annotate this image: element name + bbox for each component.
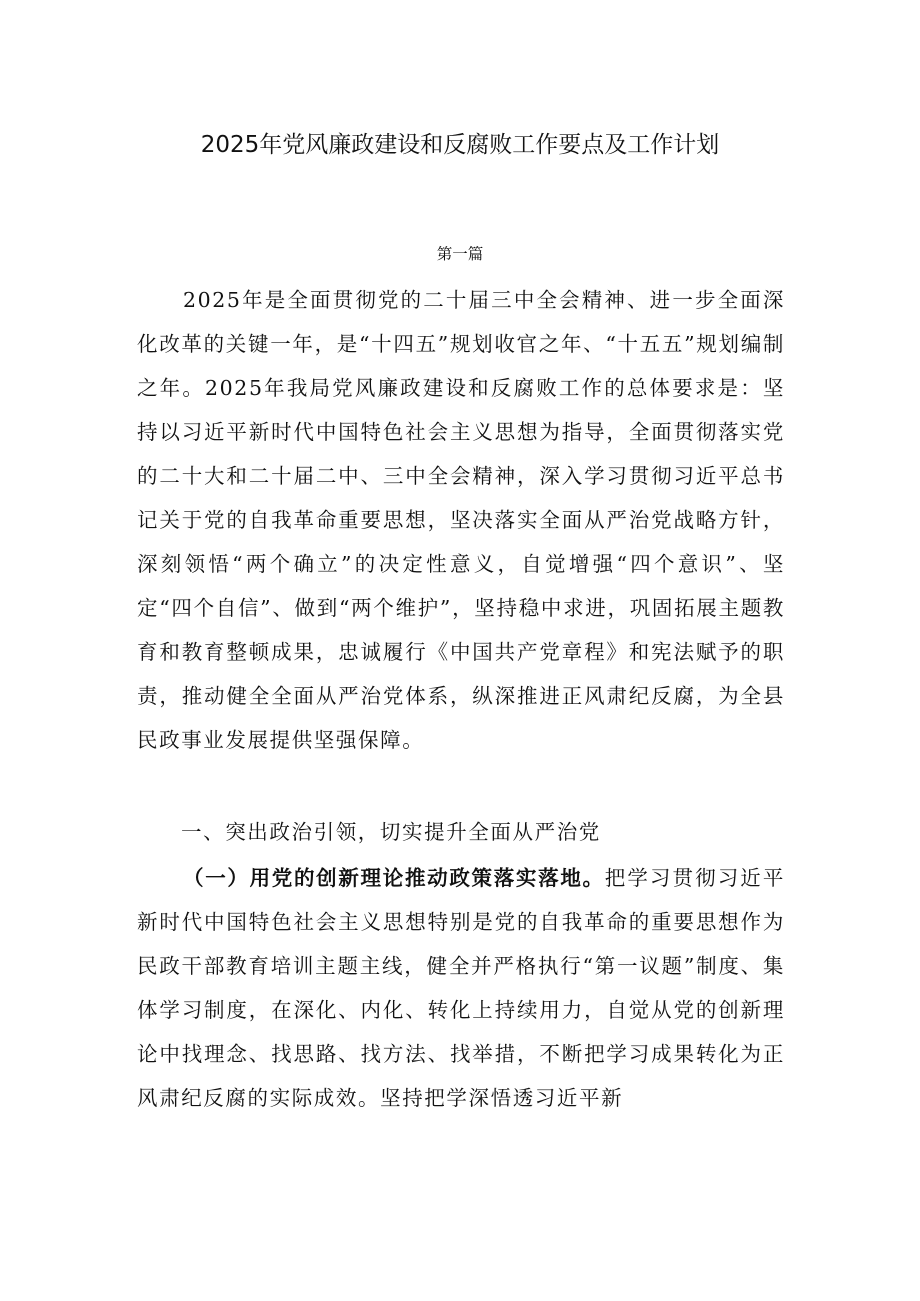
section-heading-one: 一、突出政治引领，切实提升全面从严治党 bbox=[181, 820, 601, 844]
paragraph-general-requirements: 2025年是全面贯彻党的二十届三中全会精神、进一步全面深化改革的关键一年，是“十四五”规划收官之年、“十五五”规划编制之年。2025年我局党风廉政建设和反腐败工作的总体要求是：坚持以习近平新时代中国特色社会主义思想为指导，全面贯彻落实党的二十大和二十届二中、三中全会精神，深入学习贯彻习近平总书记关于党的自我革命重要思想，坚决落实全面从严治党战略方针，深刻领悟“两个确立”的决定性意义，自觉增强“四个意识”、坚定“四个自信”、做到“两个维护”，坚持稳中求进，巩固拓展主题教育和教育整顿成果，忠诚履行《中国共产党章程》和宪法赋予的职责，推动健全全面从严治党体系，纵深推进正风肃纪反腐，为全县民政事业发展提供坚强保障。 bbox=[137, 288, 785, 752]
document-title: 2025年党风廉政建设和反腐败工作要点及工作计划 bbox=[200, 132, 720, 158]
paragraph-lead-bold: （一）用党的创新理论推动政策落实落地。 bbox=[183, 866, 605, 890]
paragraph-body-text: 把学习贯彻习近平新时代中国特色社会主义思想特别是党的自我革命的重要思想作为民政干部教育培训主题主线，健全并严格执行“第一议题”制度、集体学习制度，在深化、内化、转化上持续用力，自觉从党的创新理论中找理念、找思路、找方法、找举措，不断把学习成果转化为正风肃纪反腐的实际成效。坚持把学深悟透习近平新 bbox=[137, 866, 785, 1110]
section-label: 第一篇 bbox=[436, 245, 484, 263]
paragraph-innovation-theory bbox=[137, 856, 785, 1120]
